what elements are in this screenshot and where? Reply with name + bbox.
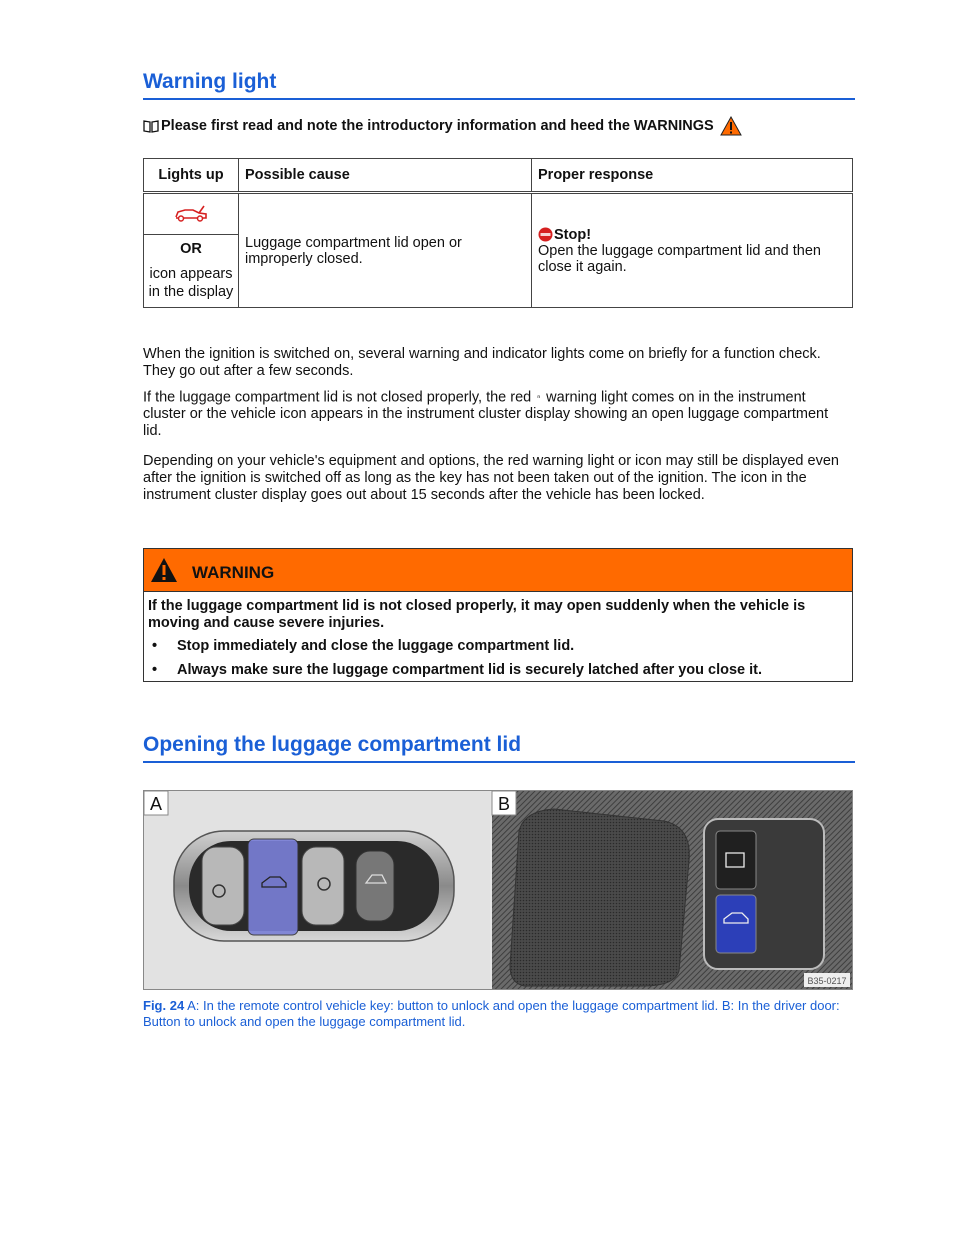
warning-list xyxy=(148,638,848,679)
or-label: OR xyxy=(180,241,202,257)
table-header-row xyxy=(144,159,853,193)
warning-label: WARNING xyxy=(192,563,275,582)
paragraph-equipment: Depending on your vehicle's equipment and options, the red warning light or icon may still be displayed even after the ignition is switched off as long as the key has not been taken out of the ignition. The icon in the instrument cluster display goes out about 15 seconds after the vehicle has been locked. xyxy=(143,453,839,503)
figure-label: Fig. 24 xyxy=(143,998,185,1013)
intro-note xyxy=(143,116,855,136)
figure-code: B35-0217 xyxy=(807,976,847,986)
figure-24 xyxy=(143,790,853,990)
warning-triangle-icon xyxy=(720,116,742,136)
figure-caption xyxy=(143,998,855,1030)
fuel-door-button xyxy=(716,831,756,889)
panel-b-label: B xyxy=(497,794,511,814)
paragraph-lid-not-closed xyxy=(143,389,843,440)
warning-light-table xyxy=(143,158,853,308)
lights-up-cell xyxy=(144,193,239,308)
open-trunk-car-icon xyxy=(173,204,209,224)
list-item: • Stop immediately and close the luggage compartment lid. xyxy=(152,638,575,654)
possible-cause-cell: Luggage compartment lid open or improperly closed. xyxy=(239,193,532,308)
icon-appears-text: icon appears in the display xyxy=(148,266,234,300)
section-title-opening-lid: Opening the luggage compartment lid xyxy=(143,733,855,763)
section-title-warning-light: Warning light xyxy=(143,70,855,100)
intro-text: Please first read and note the introductory information and heed the WARNINGS xyxy=(161,118,714,134)
paragraph-text: If the luggage compartment lid is not closed properly, the red xyxy=(143,389,532,406)
figure-illustration xyxy=(144,791,852,989)
trunk-release-button xyxy=(716,895,756,953)
warning-header xyxy=(144,549,852,592)
response-text: Open the luggage compartment lid and then close it again. xyxy=(538,242,821,275)
header-possible-cause: Possible cause xyxy=(239,159,532,193)
lock-button xyxy=(302,847,344,925)
stop-icon xyxy=(538,227,553,242)
table-row xyxy=(144,193,853,308)
header-proper-response: Proper response xyxy=(532,159,853,193)
caption-text: A: In the remote control vehicle key: button to unlock and open the luggage compartment lid. B: In the driver door: Button to unlock and open the luggage compartment lid. xyxy=(143,998,840,1029)
book-icon xyxy=(143,119,159,133)
stop-label: Stop! xyxy=(554,226,592,243)
warning-box xyxy=(143,548,853,682)
door-speaker-grille xyxy=(510,809,689,986)
list-item: • Always make sure the luggage compartment lid is securely latched after you close it. xyxy=(152,662,763,678)
warning-triangle-icon xyxy=(150,557,178,583)
warning-text: If the luggage compartment lid is not closed properly, it may open suddenly when the vehicle is moving and cause severe injuries. xyxy=(148,598,806,631)
panel-a-label: A xyxy=(149,794,163,814)
paragraph-text: warning light comes on in the instrument cluster or the vehicle icon appears in the instrument cluster display showing an open luggage compartment lid. xyxy=(143,389,829,440)
header-lights-up: Lights up xyxy=(144,159,239,193)
warning-body xyxy=(144,592,852,679)
proper-response-cell xyxy=(532,193,853,308)
warning-light-symbol: ⁿ xyxy=(537,393,541,402)
paragraph-function-check: When the ignition is switched on, several warning and indicator lights come on briefly for a function check. They go out after a few seconds. xyxy=(143,346,821,379)
panic-button xyxy=(356,851,394,921)
